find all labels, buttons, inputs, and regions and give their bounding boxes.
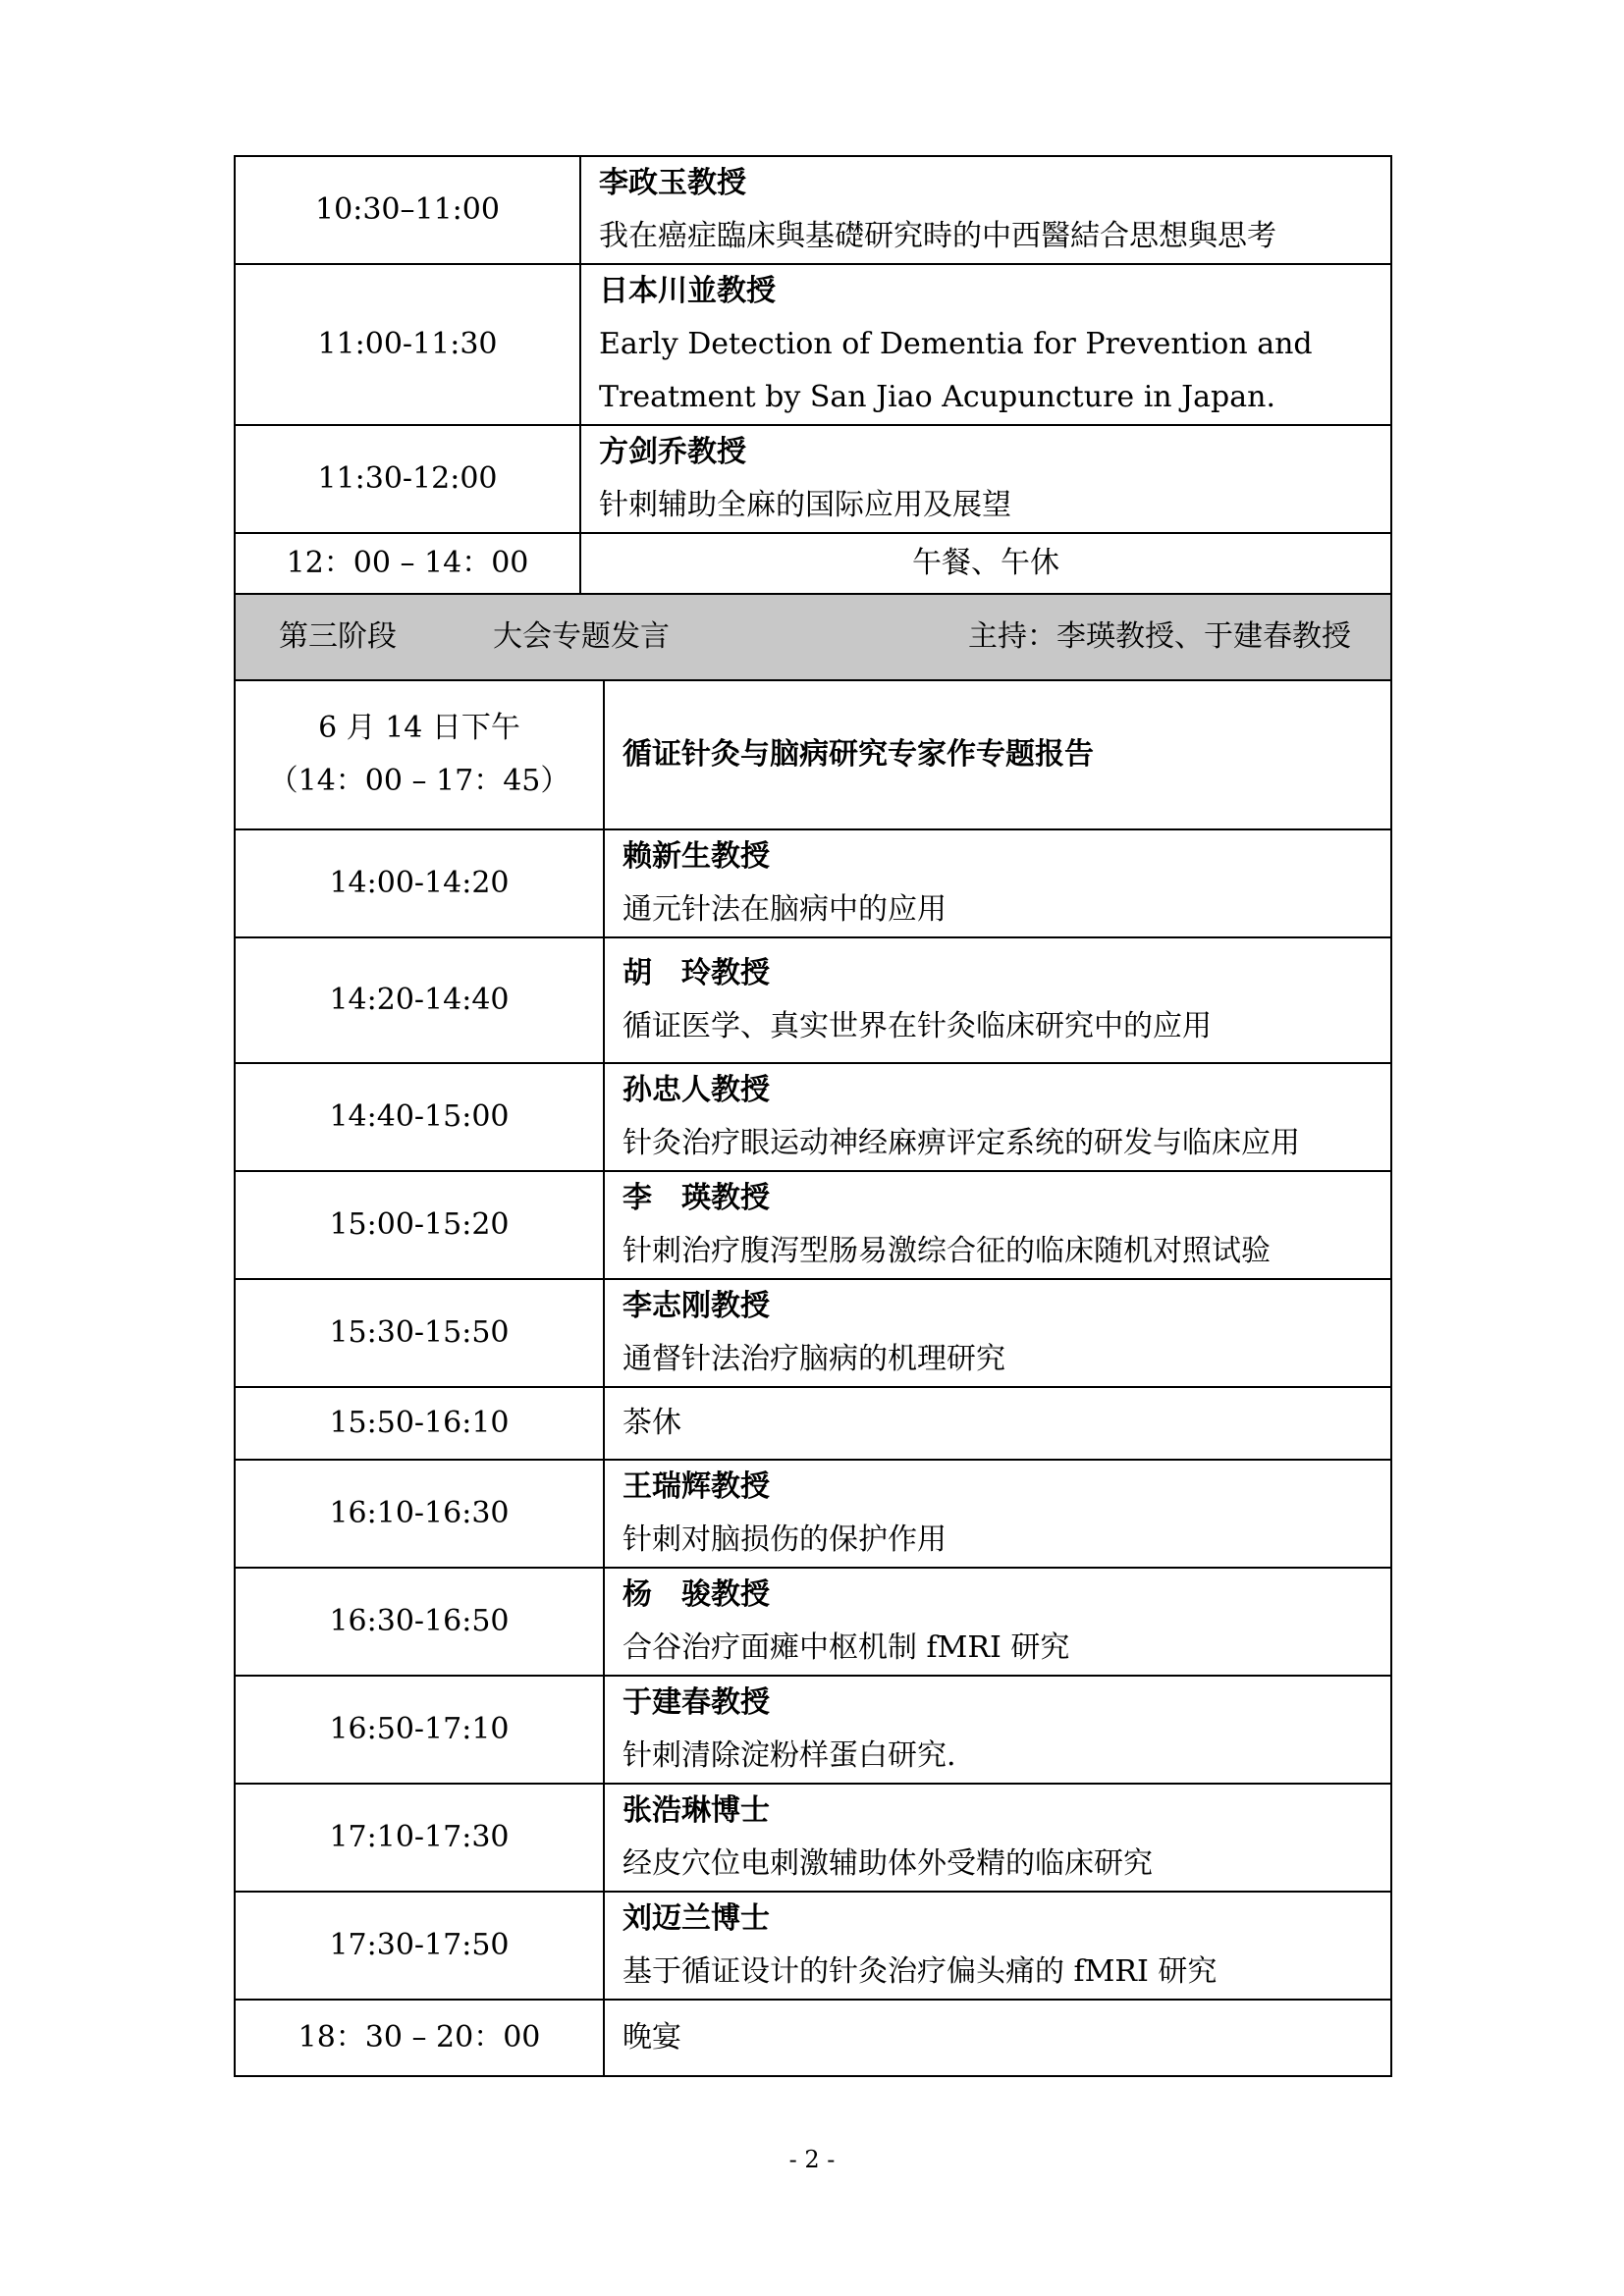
speaker-name: 李 瑛教授 [623,1181,770,1215]
topic-cell [580,156,1391,264]
time-cell: 14:00-14:20 [235,829,604,937]
speaker-name: 日本川並教授 [599,274,776,308]
table-row [235,1892,1391,2000]
table-row [235,1676,1391,1784]
topic-cell [604,937,1391,1063]
talk-title: 针刺辅助全麻的国际应用及展望 [599,488,1011,522]
topic-cell [604,1460,1391,1568]
session-title: 循证针灸与脑病研究专家作专题报告 [604,680,1391,829]
table-row [235,937,1391,1063]
talk-title: 针刺治疗腹泻型肠易激综合征的临床随机对照试验 [623,1234,1271,1268]
topic-cell [580,264,1391,425]
talk-title: 我在癌症臨床與基礎研究時的中西醫結合思想與思考 [599,219,1276,253]
speaker-name: 刘迈兰博士 [623,1901,770,1936]
time-cell: 10:30–11:00 [235,156,580,264]
talk-title: 针刺清除淀粉样蛋白研究. [623,1738,956,1773]
table-row [235,264,1391,425]
time-cell: 14:20-14:40 [235,937,604,1063]
speaker-name: 张浩琳博士 [623,1793,770,1828]
speaker-name: 于建春教授 [623,1685,770,1720]
session-datetime [235,680,604,829]
table-row [235,1063,1391,1171]
time-cell: 17:30-17:50 [235,1892,604,2000]
table-row [235,1568,1391,1676]
table-row [235,1279,1391,1387]
speaker-name: 李政玉教授 [599,166,746,200]
talk-title: Early Detection of Dementia for Prevention and Treatment by San Jiao Acupuncture in Japan. [599,327,1313,414]
topic-cell [604,1279,1391,1387]
talk-title: 针刺对脑损伤的保护作用 [623,1522,947,1557]
time-cell: 15:30-15:50 [235,1279,604,1387]
table-row [235,829,1391,937]
speaker-name: 赖新生教授 [623,839,770,874]
session-header-row [235,680,1391,829]
schedule-table [234,155,1392,2077]
table-row [235,1171,1391,1279]
talk-title: 通督针法治疗脑病的机理研究 [623,1342,1005,1376]
speaker-name: 孙忠人教授 [623,1073,770,1107]
speaker-name: 王瑞辉教授 [623,1469,770,1504]
topic-cell [604,1063,1391,1171]
table-row [235,1387,1391,1460]
topic-cell [604,1568,1391,1676]
table-row [235,1784,1391,1892]
table-row [235,425,1391,533]
table-row [235,1460,1391,1568]
talk-title: 基于循证设计的针灸治疗偏头痛的 fMRI 研究 [623,1954,1218,1989]
topic-cell [604,1892,1391,2000]
phase-topic: 大会专题发言 [493,619,670,654]
speaker-name: 杨 骏教授 [623,1577,770,1612]
time-cell: 12：00 – 14：00 [235,533,580,594]
talk-title: 合谷治疗面瘫中枢机制 fMRI 研究 [623,1630,1070,1665]
break-label: 午餐、午休 [580,533,1391,594]
table-row [235,533,1391,594]
time-cell: 14:40-15:00 [235,1063,604,1171]
table-row [235,156,1391,264]
time-cell: 15:00-15:20 [235,1171,604,1279]
session-time: （14：00 – 17：45） [268,764,570,798]
topic-cell [580,425,1391,533]
break-label: 茶休 [604,1387,1391,1460]
talk-title: 针灸治疗眼运动神经麻痹评定系统的研发与临床应用 [623,1126,1300,1160]
time-cell: 17:10-17:30 [235,1784,604,1892]
topic-cell [604,1676,1391,1784]
phase-stage: 第三阶段 [279,619,397,654]
schedule-table-wrapper [234,155,1392,2077]
topic-cell [604,1784,1391,1892]
time-cell: 16:10-16:30 [235,1460,604,1568]
break-label: 晚宴 [604,2000,1391,2076]
session-date: 6 月 14 日下午 [318,711,520,745]
time-cell: 16:50-17:10 [235,1676,604,1784]
time-cell: 11:00-11:30 [235,264,580,425]
speaker-name: 胡 玲教授 [623,956,770,990]
page-number: - 2 - [788,2146,836,2173]
talk-title: 循证医学、真实世界在针灸临床研究中的应用 [623,1009,1212,1043]
talk-title: 通元针法在脑病中的应用 [623,892,947,927]
phase-header [235,594,1391,680]
time-cell: 11:30-12:00 [235,425,580,533]
time-cell: 15:50-16:10 [235,1387,604,1460]
topic-cell [604,1171,1391,1279]
speaker-name: 方剑乔教授 [599,435,746,469]
topic-cell [604,829,1391,937]
time-cell: 16:30-16:50 [235,1568,604,1676]
phase-header-row [235,594,1391,680]
talk-title: 经皮穴位电刺激辅助体外受精的临床研究 [623,1846,1153,1881]
phase-host: 主持：李瑛教授、于建春教授 [968,619,1351,654]
table-row [235,2000,1391,2076]
speaker-name: 李志刚教授 [623,1289,770,1323]
time-cell: 18：30 – 20：00 [235,2000,604,2076]
